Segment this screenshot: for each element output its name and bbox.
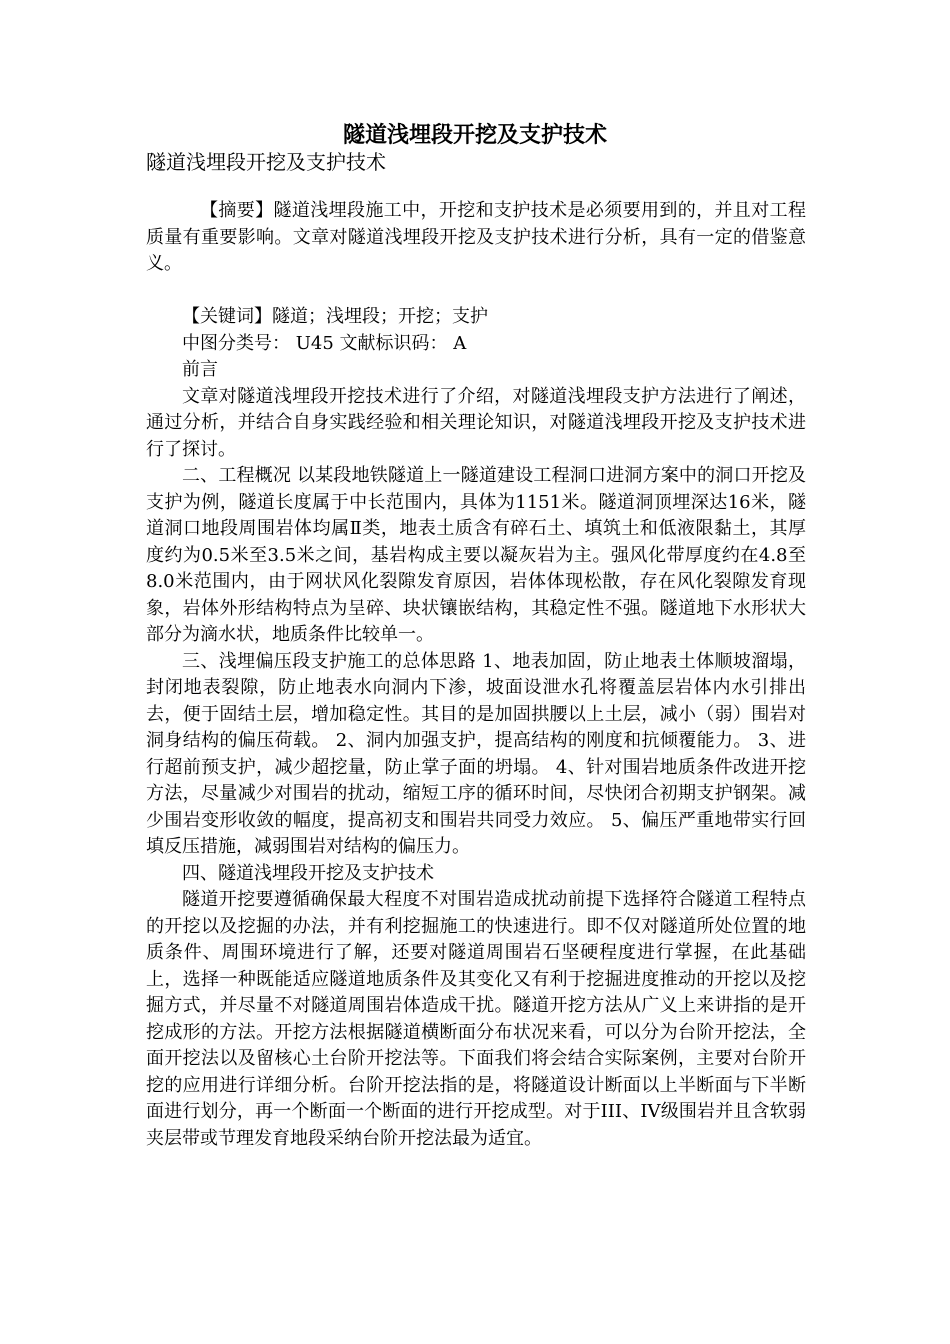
section-4-heading: 四、隧道浅埋段开挖及支护技术 — [182, 862, 434, 884]
preface-paragraph: 文章对隧道浅埋段开挖技术进行了介绍，对隧道浅埋段支护方法进行了阐述，通过分析，并结合自身实践经验和相关理论知识，对隧道浅埋段开挖及支护技术进行了探讨。 — [146, 385, 806, 460]
keywords-line: 【关键词】隧道；浅埋段；开挖；支护 — [182, 306, 488, 327]
section-2-paragraph: 二、工程概况 以某段地铁隧道上一隧道建设工程洞口进洞方案中的洞口开挖及支护为例，隧道长度属于中长范围内，具体为1151米。隧道洞顶埋深达16米，隧道洞口地段周围岩体均属Ⅱ类，地表土质含有碎石土、填筑土和低液限黏土，其厚度约为0.5米至3.5米之间，基岩构成主要以凝灰岩为主。强风化带厚度约在4.8至8.0米范围内，由于网状风化裂隙发育原因，岩体体现松散，存在风化裂隙发育现象，岩体外形结构特点为呈碎、块状镶嵌结构，其稳定性不强。隧道地下水形状大部分为滴水状，地质条件比较单一。 — [146, 465, 806, 645]
paragraph-spacer — [146, 278, 806, 305]
section-4-paragraph: 隧道开挖要遵循确保最大程度不对围岩造成扰动前提下选择符合隧道工程特点的开挖以及挖掘的办法，并有利挖掘施工的快速进行。即不仅对隧道所处位置的地质条件、周围环境进行了解，还要对隧道周围岩石坚硬程度进行掌握，在此基础上，选择一种既能适应隧道地质条件及其变化又有利于挖掘进度推动的开挖以及挖掘方式，并尽量不对隧道周围岩体造成干扰。隧道开挖方法从广义上来讲指的是开挖成形的方法。开挖方法根据隧道横断面分布状况来看，可以分为台阶开挖法，全面开挖法以及留核心土台阶开挖法等。下面我们将会结合实际案例，主要对台阶开挖的应用进行详细分析。台阶开挖法指的是，将隧道设计断面以上半断面与下半断面进行划分，再一个断面一个断面的进行开挖成型。对于III、IV级围岩并且含软弱夹层带或节理发育地段采纳台阶开挖法最为适宜。 — [146, 889, 806, 1149]
document-subtitle: 隧道浅埋段开挖及支护技术 — [146, 150, 386, 174]
document-title: 隧道浅埋段开挖及支护技术 — [342, 122, 607, 148]
preface-heading: 前言 — [182, 359, 218, 380]
section-3-paragraph: 三、浅埋偏压段支护施工的总体思路 1、地表加固，防止地表土体顺坡溜塌，封闭地表裂隙，防止地表水向洞内下渗，坡面设泄水孔将覆盖层岩体内水引排出去，便于固结土层，增加稳定性。其目的是加固拱腰以上土层，减小（弱）围岩对洞身结构的偏压荷载。 2、洞内加强支护，提高结构的刚度和抗倾覆能力。 3、进行超前预支护，减少超挖量，防止掌子面的坍塌。 4、针对围岩地质条件改进开挖方法，尽量减少对围岩的扰动，缩短工序的循环时间，尽快闭合初期支护钢架。减少围岩变形收敛的幅度，提高初支和围岩共同受力效应。 5、偏压严重地带实行回填反压措施，减弱围岩对结构的偏压力。 — [146, 650, 806, 857]
abstract-paragraph: 【摘要】隧道浅埋段施工中，开挖和支护技术是必须要用到的，并且对工程质量有重要影响。文章对隧道浅埋段开挖及支护技术进行分析，具有一定的借鉴意义。 — [146, 200, 806, 274]
document-body — [146, 198, 806, 1152]
classification-line: 中图分类号： U45 文献标识码： A — [182, 332, 467, 354]
